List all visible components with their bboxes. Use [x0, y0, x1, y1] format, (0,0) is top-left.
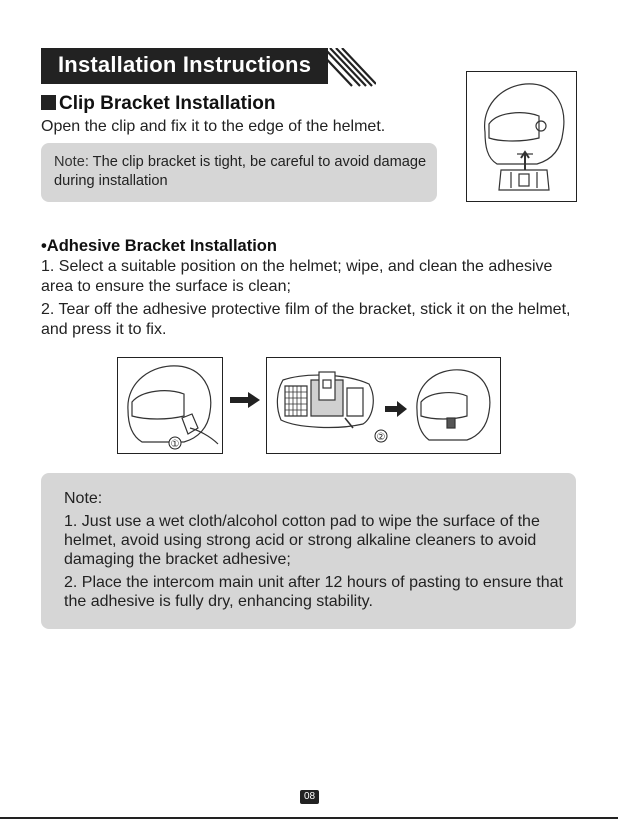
clip-bracket-heading: Clip Bracket Installation	[41, 93, 275, 115]
clip-bracket-instruction: Open the clip and fix it to the edge of the helmet.	[41, 118, 386, 135]
adhesive-note-text	[64, 489, 564, 615]
adhesive-note-item-1: 1. Just use a wet cloth/alcohol cotton pad to wipe the surface of the helmet, avoid using strong acid or strong alkaline cleaners to avoid damaging the bracket adhesive;	[64, 513, 540, 568]
figure-label-1: ①	[170, 439, 180, 450]
adhesive-note-label: Note:	[64, 490, 103, 507]
adhesive-step-1-illustration	[117, 357, 223, 454]
arrow-right-icon	[230, 392, 260, 408]
figure-label-2: ②	[376, 432, 386, 443]
adhesive-bracket-heading: •Adhesive Bracket Installation	[41, 237, 277, 255]
clip-bracket-illustration	[466, 71, 577, 202]
page-title: Installation Instructions	[58, 52, 312, 77]
note-label: Note:	[54, 154, 89, 170]
adhesive-step-1: 1. Select a suitable position on the helmet; wipe, and clean the adhesive area to ensure the surface is clean;	[41, 258, 553, 295]
adhesive-step-2: 2. Tear off the adhesive protective film of the bracket, stick it on the helmet, and press it to fix.	[41, 301, 571, 338]
clip-note-text: Note: The clip bracket is tight, be careful to avoid damage during installation	[54, 154, 427, 189]
helmet-wipe-icon	[118, 358, 222, 453]
page-number: 08	[300, 790, 319, 804]
adhesive-step-2-illustration	[266, 357, 501, 454]
square-bullet-icon	[41, 95, 56, 110]
footer-rule	[0, 817, 618, 819]
bracket-film-icon	[267, 358, 500, 453]
helmet-clip-icon	[467, 72, 576, 201]
header-stripes-decoration	[318, 48, 376, 88]
adhesive-note-item-2: 2. Place the intercom main unit after 12 hours of pasting to ensure that the adhesive is fully dry, enhancing stability.	[64, 574, 563, 610]
